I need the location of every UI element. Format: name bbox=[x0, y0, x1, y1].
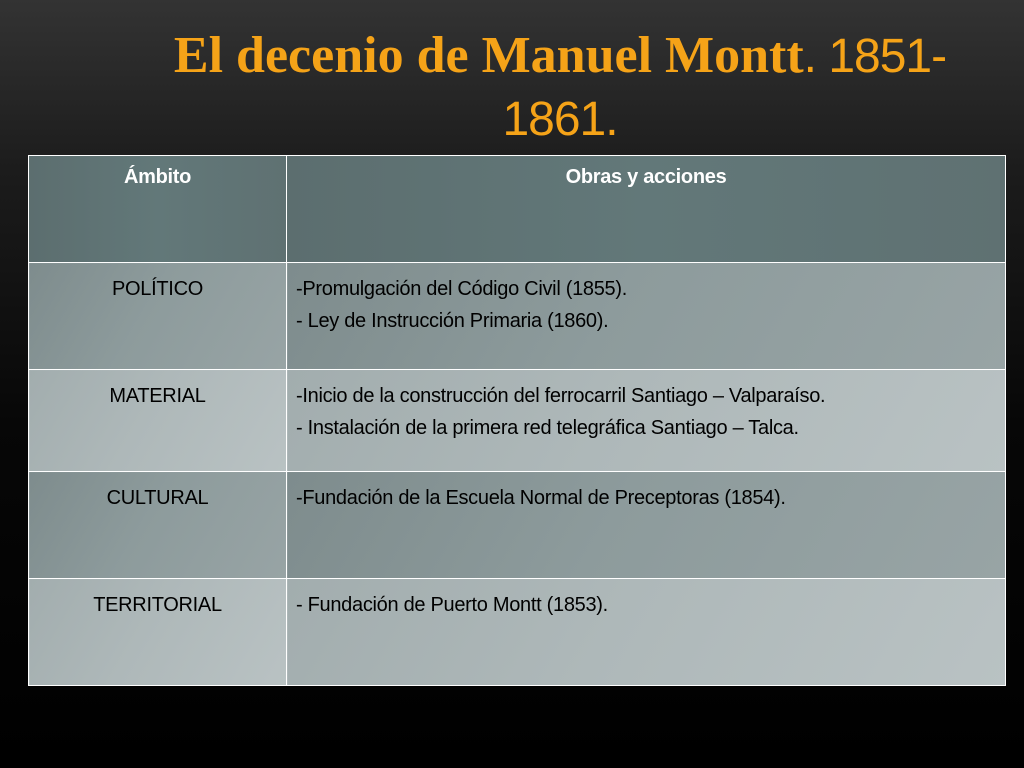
table-row-territorial bbox=[29, 579, 1006, 686]
description-line: -Promulgación del Código Civil (1855). bbox=[296, 278, 627, 300]
table-header-row bbox=[29, 156, 1006, 263]
slide-title-years-start: . 1851- bbox=[803, 30, 947, 83]
header-obras-acciones bbox=[287, 156, 1006, 263]
slide-title-line-1 bbox=[120, 28, 1000, 96]
decenio-table bbox=[28, 155, 1006, 686]
description-cell bbox=[287, 472, 1006, 579]
category-label: MATERIAL bbox=[109, 385, 206, 407]
table-row-cultural bbox=[29, 472, 1006, 579]
category-label: TERRITORIAL bbox=[93, 594, 222, 616]
slide-title-years-end: 1861. bbox=[502, 93, 618, 146]
header-ambito bbox=[29, 156, 287, 263]
category-label: CULTURAL bbox=[106, 487, 209, 509]
description-line: - Fundación de Puerto Montt (1853). bbox=[296, 594, 608, 616]
slide-title bbox=[120, 28, 1000, 148]
header-obras-acciones-label: Obras y acciones bbox=[565, 166, 727, 188]
category-cell bbox=[29, 579, 287, 686]
category-cell bbox=[29, 263, 287, 370]
table-row-politico bbox=[29, 263, 1006, 370]
header-ambito-label: Ámbito bbox=[123, 166, 192, 188]
description-line: - Instalación de la primera red telegráfica Santiago – Talca. bbox=[296, 417, 799, 439]
description-line: -Inicio de la construcción del ferrocarril Santiago – Valparaíso. bbox=[296, 385, 826, 407]
description-cell bbox=[287, 263, 1006, 370]
slide-title-main: El decenio de Manuel Montt bbox=[173, 27, 804, 84]
category-label: POLÍTICO bbox=[112, 278, 203, 300]
description-cell bbox=[287, 370, 1006, 472]
table-row-material bbox=[29, 370, 1006, 472]
category-cell bbox=[29, 472, 287, 579]
description-cell bbox=[287, 579, 1006, 686]
category-cell bbox=[29, 370, 287, 472]
description-line: - Ley de Instrucción Primaria (1860). bbox=[296, 310, 609, 332]
description-line: -Fundación de la Escuela Normal de Preceptoras (1854). bbox=[296, 487, 786, 509]
